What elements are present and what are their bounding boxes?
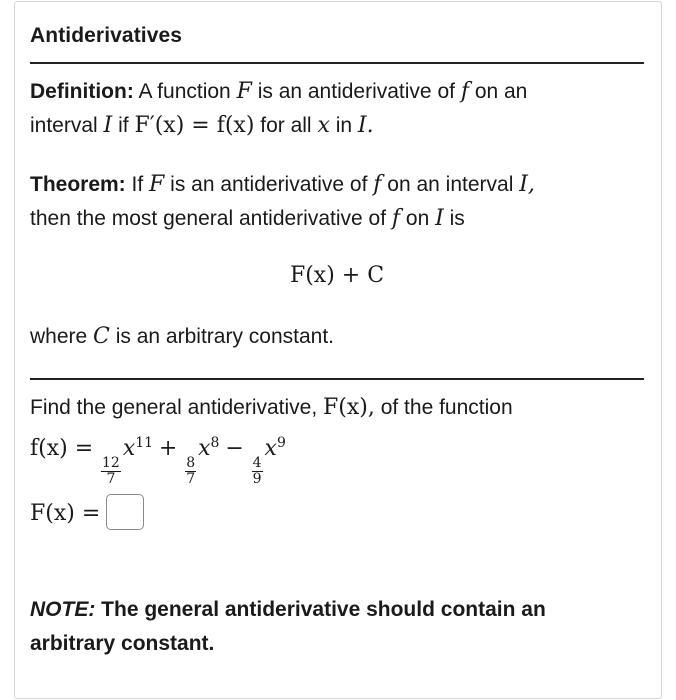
theorem-label: Theorem:: [30, 173, 126, 196]
question-card: [14, 1, 662, 699]
fraction: $\frac{8}{7}$: [186, 455, 196, 487]
section-title: Antiderivatives: [30, 24, 183, 47]
problem-function: f(x) = $\frac{12}{7}$ $x^{11}$ + $\frac{8}{7}$ $x^8$ − $\frac{4}{9}$ $x^9$: [30, 435, 286, 487]
answer-label: F(x) =: [30, 501, 101, 526]
theorem-block: Theorem: If F is an antiderivative of f on an interval I, then the most general antiderivative of f on I is: [30, 172, 535, 231]
divider: [30, 62, 644, 64]
definition-block: Definition: A function F is an antiderivative of f on an interval I if F′(x) = f(x) for all x in I.: [30, 79, 528, 138]
theorem-formula: F(x) + C: [289, 263, 385, 288]
fraction: $\frac{12}{7}$: [102, 455, 120, 487]
answer-input[interactable]: [106, 494, 144, 530]
definition-equation: F′(x) = f(x): [134, 113, 255, 138]
theorem-note: where C is an arbitrary constant.: [30, 324, 334, 349]
definition-label: Definition:: [30, 80, 134, 103]
problem-prompt: Find the general antiderivative, F(x), of the function: [30, 395, 513, 420]
note-block: NOTE: The general antiderivative should contain an arbitrary constant.: [30, 598, 546, 655]
divider: [30, 378, 644, 380]
note-label: NOTE:: [30, 598, 96, 621]
answer-row: [30, 494, 644, 531]
fraction: $\frac{4}{9}$: [252, 455, 262, 487]
